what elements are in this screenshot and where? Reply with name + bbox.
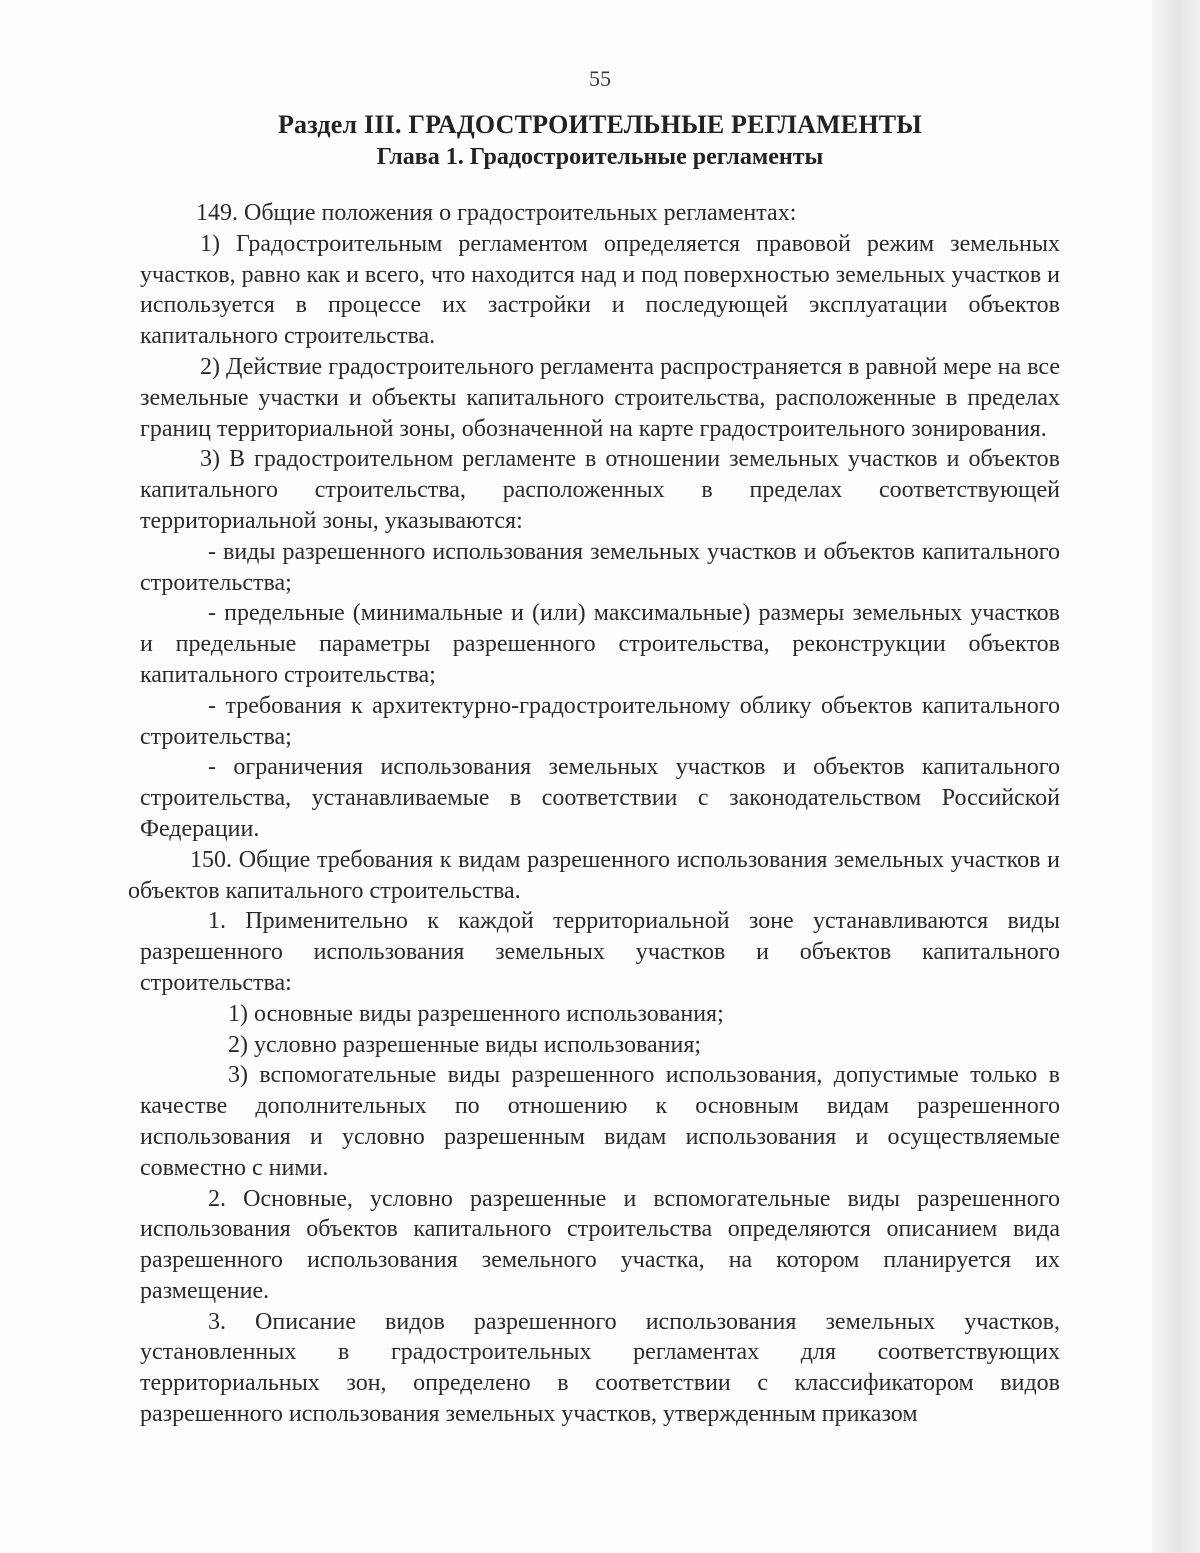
paragraph-149-3: 3) В градостроительном регламенте в отношении земельных участков и объектов капитального строительства, расположенных в пределах соответствующей территориальной зоны, указываются:: [140, 446, 1060, 534]
paragraph-149-1: 1) Градостроительным регламентом определяется правовой режим земельных участков, равно как и всего, что находится над и под поверхностью земельных участков и используется в процессе их застройки и последующей эксплуатации объектов капитального строительства.: [140, 230, 1061, 350]
list-item: - ограничения использования земельных участков и объектов капитального строительства, устанавливаемые в соответствии с законодательством Российской Федерации.: [140, 754, 1060, 842]
list-item: - предельные (минимальные и (или) максимальные) размеры земельных участков и предельные параметры разрешенного строительства, реконструкции объектов капитального строительства;: [140, 600, 1060, 688]
paragraph-150-1-2: 2) условно разрешенные виды использования;: [228, 1031, 702, 1058]
paragraph-150-1-1: 1) основные виды разрешенного использования;: [228, 1000, 724, 1027]
paragraph-150-1: 1. Применительно к каждой территориальной зоне устанавливаются виды разрешенного использования земельных участков и объектов капитального строительства:: [140, 908, 1060, 996]
paragraph-150-2: 2. Основные, условно разрешенные и вспомогательные виды разрешенного использования объектов капитального строительства определяются описанием вида разрешенного использования земельного участка, на котором планируется их размещение.: [140, 1185, 1060, 1304]
paragraph-150: 150. Общие требования к видам разрешенного использования земельных участков и объектов капитального строительства.: [128, 846, 1060, 904]
chapter-title: Глава 1. Градостроительные регламенты: [376, 144, 824, 170]
page-number: 55: [589, 66, 611, 91]
paragraph-149: 149. Общие положения о градостроительных регламентах:: [196, 200, 797, 226]
scan-edge-shadow: [1152, 0, 1200, 1553]
paragraph-149-2: 2) Действие градостроительного регламента распространяется в равной мере на все земельные участки и объекты капитального строительства, расположенные в пределах границ территориальной зоны, обозначенной на карте градостроительного зонирования.: [140, 353, 1060, 442]
list-item: - требования к архитектурно-градостроительному облику объектов капитального строительства;: [140, 692, 1060, 750]
paragraph-150-1-3: 3) вспомогательные виды разрешенного использования, допустимые только в качестве дополнительных по отношению к основным видам разрешенного использования и условно разрешенным видам использования и осуществляемые совместно с ними.: [140, 1062, 1060, 1181]
section-title: Раздел III. ГРАДОСТРОИТЕЛЬНЫЕ РЕГЛАМЕНТЫ: [277, 110, 923, 139]
list-item: - виды разрешенного использования земельных участков и объектов капитального строительства;: [140, 538, 1060, 596]
paragraph-150-3: 3. Описание видов разрешенного использования земельных участков, установленных в градостроительных регламентах для соответствующих территориальных зон, определено в соответствии с классификатором видов разрешенного использования земельных участков, утвержденным приказом: [140, 1308, 1060, 1428]
document-body: [128, 198, 1061, 1430]
